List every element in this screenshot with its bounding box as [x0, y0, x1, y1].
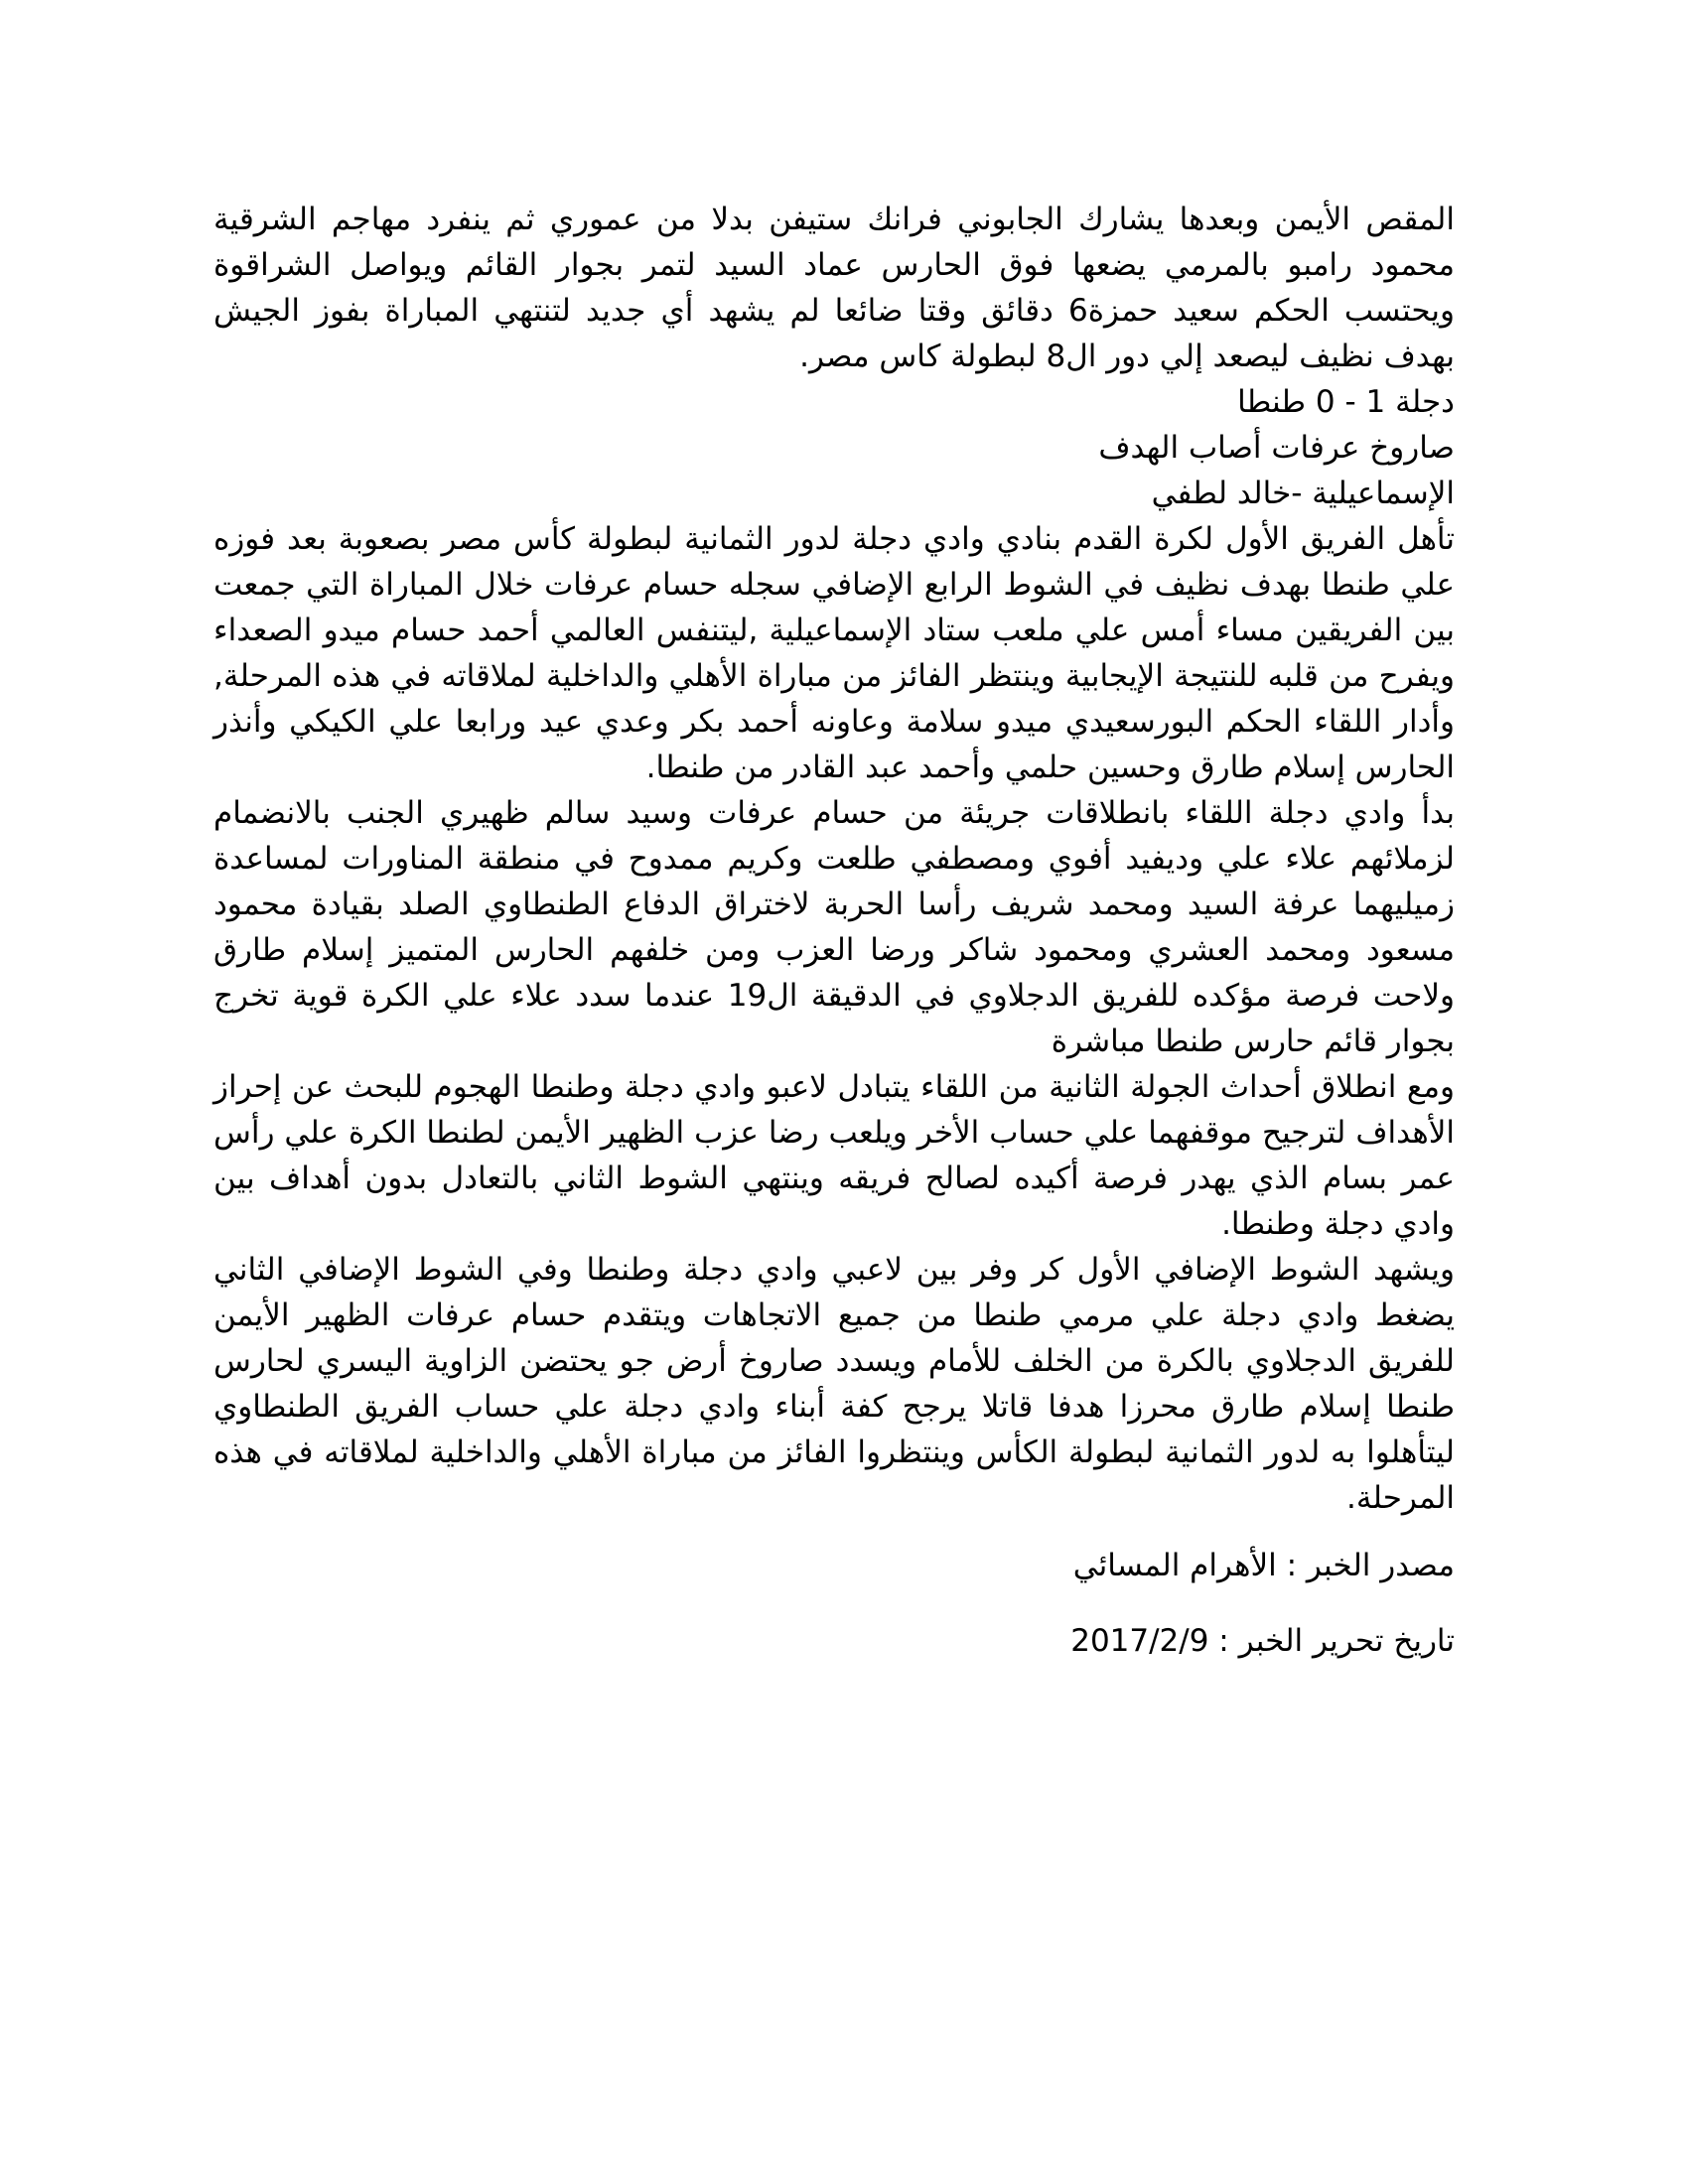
byline: الإسماعيلية -خالد لطفي — [1151, 476, 1455, 511]
body-paragraph-4: ويشهد الشوط الإضافي الأول كر وفر بين لاعبي وادي دجلة وطنطا وفي الشوط الإضافي الثاني يضغط وادي دجلة علي مرمي طنطا من جميع الاتجاهات ويتقدم حسام عرفات الظهير الأيمن للفريق الدجلاوي بالكرة من الخلف للأمام ويسدد صاروخ أرض جو يحتضن الزاوية اليسري لحارس طنطا إسلام طارق محرزا هدفا قاتلا يرجح كفة أبناء وادي دجلة علي حساب الفريق الطنطاوي ليتأهلوا به لدور الثمانية لبطولة الكأس وينتظروا الفائز من مباراة الأهلي والداخلية لملاقاته في هذه المرحلة. — [213, 1252, 1455, 1516]
body-paragraph-1: تأهل الفريق الأول لكرة القدم بنادي وادي دجلة لدور الثمانية لبطولة كأس مصر بصعوبة بعد فوزه علي طنطا بهدف نظيف في الشوط الرابع الإضافي سجله حسام عرفات خلال المباراة التي جمعت بين الفريقين مساء أمس علي ملعب ستاد الإسماعيلية ,ليتنفس العالمي أحمد حسام ميدو الصعداء ويفرح من قلبه للنتيجة الإيجابية وينتظر الفائز من مباراة الأهلي والداخلية لملاقاته في هذه المرحلة, وأدار اللقاء الحكم البورسعيدي ميدو سلامة وعاونه أحمد بكر وعدي عيد ورابعا علي الكيكي وأنذر الحارس إسلام طارق وحسين حلمي وأحمد عبد القادر من طنطا. — [213, 521, 1455, 785]
body-paragraph-2: بدأ وادي دجلة اللقاء بانطلاقات جريئة من حسام عرفات وسيد سالم ظهيري الجنب بالانضمام لزملائهم علاء علي وديفيد أفوي ومصطفي طلعت وكريم ممدوح في منطقة المناورات لمساعدة زميليهما عرفة السيد ومحمد شريف رأسا الحربة لاختراق الدفاع الطنطاوي الصلد بقيادة محمود مسعود ومحمد العشري ومحمود شاكر ورضا العزب ومن خلفهم الحارس المتميز إسلام طارق ولاحت فرصة مؤكده للفريق الدجلاوي في الدقيقة ال19 عندما سدد علاء علي الكرة قوية تخرج بجوار قائم حارس طنطا مباشرة — [213, 795, 1455, 1059]
article-headline: صاروخ عرفات أصاب الهدف — [1098, 430, 1455, 466]
source-line: مصدر الخبر : الأهرام المسائي — [1072, 1548, 1455, 1583]
document-page — [213, 197, 1455, 1664]
body-paragraph-3: ومع انطلاق أحداث الجولة الثانية من اللقاء يتبادل لاعبو وادي دجلة وطنطا الهجوم للبحث عن إحراز الأهداف لترجيح موقفهما علي حساب الأخر ويلعب رضا عزب الظهير الأيمن لطنطا الكرة علي رأس عمر بسام الذي يهدر فرصة أكيده لصالح فريقه وينتهي الشوط الثاني بالتعادل بدون أهداف بين وادي دجلة وطنطا. — [213, 1069, 1455, 1242]
score-line: دجلة 1 - 0 طنطا — [1237, 384, 1455, 420]
date-line: تاريخ تحرير الخبر : 2017/2/9 — [1070, 1623, 1455, 1659]
intro-paragraph: المقص الأيمن وبعدها يشارك الجابوني فرانك ستيفن بدلا من عموري ثم ينفرد مهاجم الشرقية محمود رامبو بالمرمي يضعها فوق الحارس عماد السيد لتمر بجوار القائم ويواصل الشراقوة ويحتسب الحكم سعيد حمزة6 دقائق وقتا ضائعا لم يشهد أي جديد لتنتهي المباراة بفوز الجيش بهدف نظيف ليصعد إلي دور ال8 لبطولة كاس مصر. — [213, 202, 1455, 374]
